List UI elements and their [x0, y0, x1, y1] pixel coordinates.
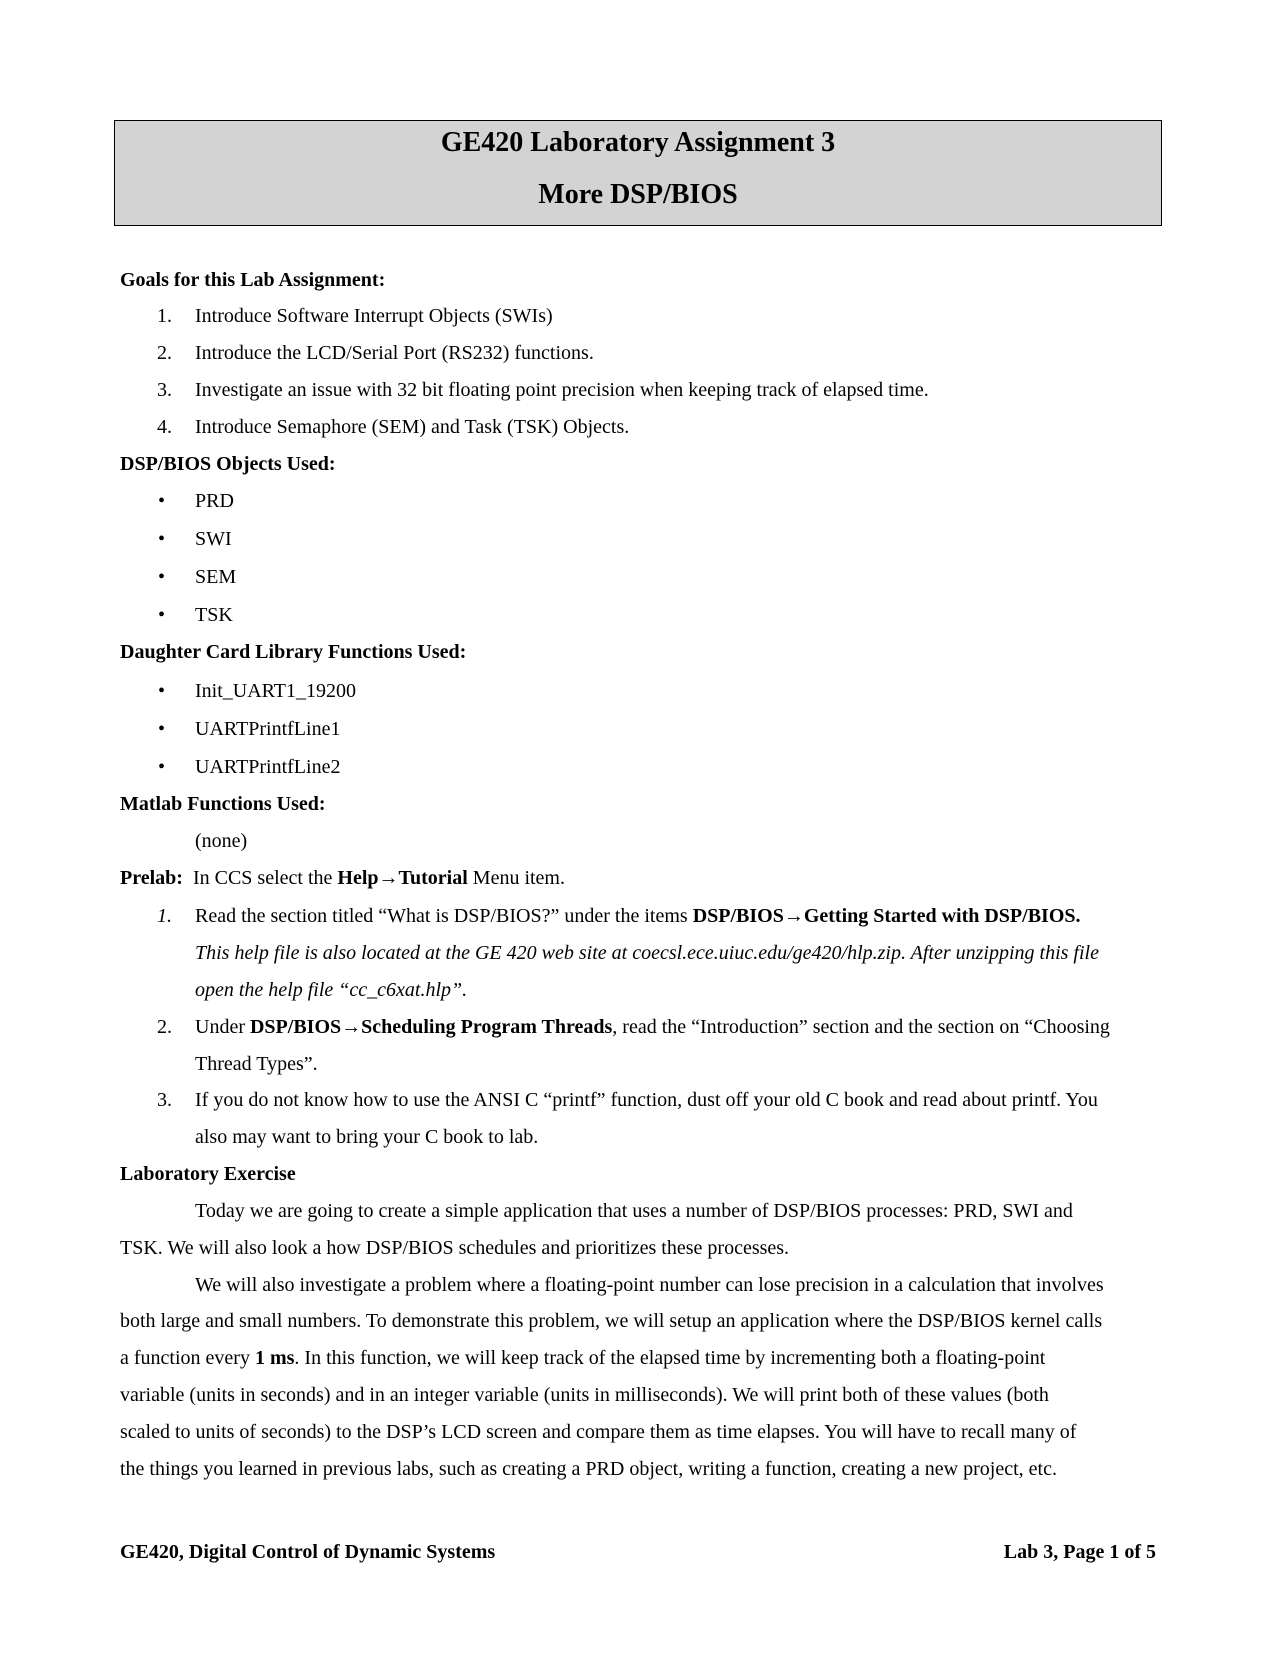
- library-item: UARTPrintfLine2: [195, 756, 341, 778]
- library-item: UARTPrintfLine1: [195, 718, 341, 740]
- prelab-line: [120, 866, 565, 890]
- exercise-paragraph: scaled to units of seconds) to the DSP’s LCD screen and compare them as time elapses. You will have to recall many of: [120, 1421, 1077, 1443]
- prelab-item-1-note: This help file is also located at the GE 420 web site at coecsl.ece.uiuc.edu/ge420/hlp.zip. After unzipping this file: [195, 942, 1099, 964]
- prelab-text-after: Menu item.: [467, 867, 565, 889]
- goal-number: 2.: [157, 342, 172, 364]
- prelab-item-2: [195, 1015, 1110, 1039]
- prelab-number: 2.: [157, 1016, 172, 1038]
- object-item: SEM: [195, 566, 237, 588]
- exercise-paragraph: [120, 1346, 1045, 1370]
- goal-item: Investigate an issue with 32 bit floating point precision when keeping track of elapsed time.: [195, 379, 929, 401]
- exercise-heading: Laboratory Exercise: [120, 1163, 296, 1185]
- goal-item: Introduce Software Interrupt Objects (SWIs): [195, 305, 553, 327]
- prelab-number: 1.: [157, 905, 172, 927]
- objects-heading: DSP/BIOS Objects Used:: [120, 453, 336, 475]
- prelab-item-1-note: open the help file “cc_c6xat.hlp”.: [195, 979, 468, 1001]
- bullet-marker: •: [158, 566, 166, 588]
- goal-item: Introduce the LCD/Serial Port (RS232) functions.: [195, 342, 594, 364]
- object-item: SWI: [195, 528, 232, 550]
- prelab-item-3-cont: also may want to bring your C book to lab.: [195, 1126, 539, 1148]
- exercise-paragraph: variable (units in seconds) and in an integer variable (units in milliseconds). We will print both of these values (both: [120, 1384, 1049, 1406]
- prelab-text: In CCS select the: [192, 867, 338, 889]
- document-subtitle: More DSP/BIOS: [538, 179, 738, 210]
- exercise-bold: 1 ms: [254, 1347, 295, 1369]
- footer-right: Lab 3, Page 1 of 5: [1003, 1541, 1156, 1563]
- object-item: TSK: [195, 604, 233, 626]
- prelab-item-1: [195, 904, 1081, 928]
- bullet-marker: •: [158, 490, 166, 512]
- goal-number: 1.: [157, 305, 172, 327]
- exercise-text: . In this function, we will keep track of the elapsed time by incrementing both a floating-point: [294, 1347, 1046, 1369]
- prelab-item-1-text: Read the section titled “What is DSP/BIOS?” under the items: [195, 905, 693, 927]
- exercise-text: a function every: [120, 1347, 255, 1369]
- matlab-value: (none): [195, 830, 248, 852]
- library-item: Init_UART1_19200: [195, 680, 357, 702]
- prelab-item-3: If you do not know how to use the ANSI C “printf” function, dust off your old C book and read about printf. You: [195, 1089, 1098, 1111]
- prelab-item-2-text-after: , read the “Introduction” section and the section on “Choosing: [612, 1016, 1110, 1038]
- matlab-heading: Matlab Functions Used:: [120, 793, 326, 815]
- object-item: PRD: [195, 490, 234, 512]
- bullet-marker: •: [158, 718, 166, 740]
- bullet-marker: •: [158, 528, 166, 550]
- exercise-paragraph: both large and small numbers. To demonstrate this problem, we will setup an application where the DSP/BIOS kernel calls: [120, 1310, 1103, 1332]
- prelab-item-2-text: Under: [195, 1016, 250, 1038]
- prelab-item-1-bold: DSP/BIOS→Getting Started with DSP/BIOS.: [692, 905, 1081, 927]
- prelab-number: 3.: [157, 1089, 172, 1111]
- prelab-item-2-bold: DSP/BIOS→Scheduling Program Threads: [249, 1016, 613, 1038]
- footer-left: GE420, Digital Control of Dynamic Systems: [120, 1541, 496, 1563]
- goal-item: Introduce Semaphore (SEM) and Task (TSK) Objects.: [195, 416, 630, 438]
- prelab-label: Prelab:: [120, 867, 183, 889]
- bullet-marker: •: [158, 604, 166, 626]
- exercise-paragraph: Today we are going to create a simple application that uses a number of DSP/BIOS processes: PRD, SWI and: [195, 1200, 1073, 1222]
- bullet-marker: •: [158, 680, 166, 702]
- goal-number: 3.: [157, 379, 172, 401]
- exercise-paragraph: the things you learned in previous labs, such as creating a PRD object, writing a function, creating a new project, etc.: [120, 1458, 1057, 1480]
- title-box: [114, 120, 1162, 226]
- goals-heading: Goals for this Lab Assignment:: [120, 269, 386, 291]
- document-title: GE420 Laboratory Assignment 3: [440, 127, 836, 158]
- bullet-marker: •: [158, 756, 166, 778]
- prelab-item-2-cont: Thread Types”.: [195, 1053, 318, 1075]
- exercise-paragraph: TSK. We will also look a how DSP/BIOS schedules and prioritizes these processes.: [120, 1237, 790, 1259]
- goal-number: 4.: [157, 416, 172, 438]
- exercise-paragraph: We will also investigate a problem where a floating-point number can lose precision in a calculation that involves: [195, 1274, 1104, 1296]
- prelab-menu: Help→Tutorial: [337, 867, 468, 889]
- library-heading: Daughter Card Library Functions Used:: [120, 641, 467, 663]
